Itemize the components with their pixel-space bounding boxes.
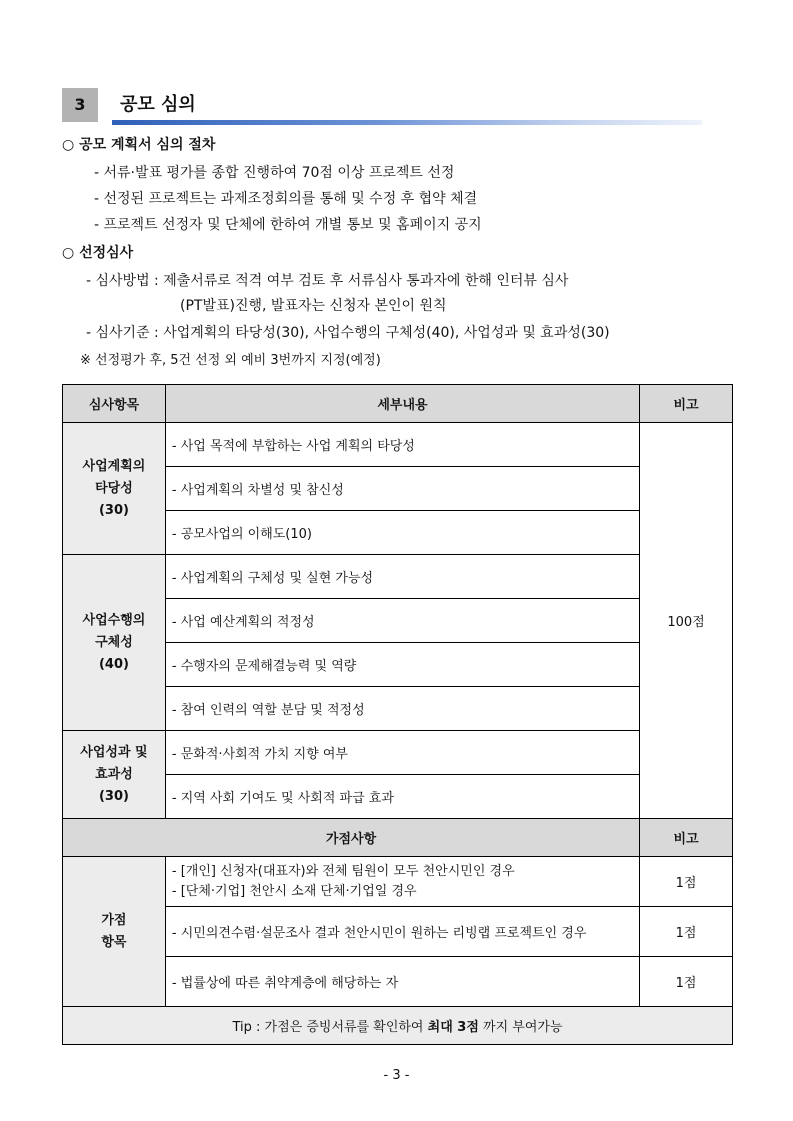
selection-heading-text: 선정심사 bbox=[79, 245, 134, 261]
category-execution bbox=[63, 555, 166, 731]
item-cell: - 사업계획의 구체성 및 실현 가능성 bbox=[165, 555, 639, 599]
category-label: 항목 bbox=[101, 934, 127, 950]
category-label: 구체성 bbox=[95, 634, 133, 650]
table-row bbox=[63, 857, 733, 907]
bonus-score: 1점 bbox=[640, 957, 733, 1007]
category-score: (40) bbox=[98, 656, 129, 672]
procedure-item: - 선정된 프로젝트는 과제조정회의를 통해 및 수정 후 협약 체결 bbox=[94, 191, 478, 207]
item-cell: - 참여 인력의 역할 분담 및 적정성 bbox=[165, 687, 639, 731]
section-underline bbox=[112, 120, 702, 125]
selection-method-cont: (PT발표)진행, 발표자는 신청자 본인이 원칙 bbox=[180, 298, 447, 314]
procedure-heading-text: 공모 계획서 심의 절차 bbox=[79, 137, 216, 153]
category-label: 사업수행의 bbox=[82, 612, 146, 628]
table-row bbox=[63, 731, 733, 775]
bonus-header-title: 가점사항 bbox=[63, 819, 640, 857]
procedure-item: - 서류·발표 평가를 종합 진행하여 70점 이상 프로젝트 선정 bbox=[94, 165, 455, 181]
category-label: 사업성과 및 bbox=[80, 744, 148, 760]
bonus-item-cell bbox=[165, 857, 639, 907]
category-label: 타당성 bbox=[95, 480, 133, 496]
bonus-header-row bbox=[63, 819, 733, 857]
header-remark: 비고 bbox=[640, 385, 733, 423]
circle-bullet-icon: ○ bbox=[62, 245, 75, 261]
category-score: (30) bbox=[98, 788, 129, 804]
bonus-item-cell bbox=[165, 957, 639, 1007]
item-cell: - 사업 목적에 부합하는 사업 계획의 타당성 bbox=[165, 423, 639, 467]
header-category: 심사항목 bbox=[63, 385, 166, 423]
selection-method: - 심사방법 : 제출서류로 적격 여부 검토 후 서류심사 통과자에 한해 인터뷰 심사 bbox=[86, 273, 569, 289]
item-cell: - 수행자의 문제해결능력 및 역량 bbox=[165, 643, 639, 687]
selection-criteria: - 심사기준 : 사업계획의 타당성(30), 사업수행의 구체성(40), 사업성과 및 효과성(30) bbox=[86, 325, 610, 341]
procedure-item: - 프로젝트 선정자 및 단체에 한하여 개별 통보 및 홈페이지 공지 bbox=[94, 217, 482, 233]
procedure-heading bbox=[62, 135, 215, 155]
item-cell: - 사업계획의 차별성 및 참신성 bbox=[165, 467, 639, 511]
selection-note: ※ 선정평가 후, 5건 선정 외 예비 3번까지 지정(예정) bbox=[80, 353, 381, 368]
tip-bold: 최대 3점 bbox=[427, 1020, 479, 1035]
header-detail: 세부내용 bbox=[165, 385, 639, 423]
section-title: 공모 심의 bbox=[120, 94, 196, 115]
bonus-item-cell bbox=[165, 907, 639, 957]
table-row bbox=[63, 423, 733, 467]
selection-heading bbox=[62, 243, 133, 263]
section-header bbox=[62, 88, 702, 128]
bonus-item-line: - 시민의견수렴·설문조사 결과 천안시민이 원하는 리빙랩 프로젝트인 경우 bbox=[171, 926, 587, 941]
tip-row bbox=[63, 1007, 733, 1045]
tip-suffix: 까지 부여가능 bbox=[483, 1020, 563, 1035]
evaluation-table bbox=[62, 384, 733, 1045]
table-row bbox=[63, 555, 733, 599]
category-plan bbox=[63, 423, 166, 555]
bonus-item-line: - [단체·기업] 천안시 소재 단체·기업일 경우 bbox=[171, 883, 417, 899]
table-header-row bbox=[63, 385, 733, 423]
tip-cell bbox=[63, 1007, 733, 1045]
page-number: - 3 - bbox=[383, 1068, 410, 1083]
category-label: 가점 bbox=[101, 912, 127, 928]
bonus-header-remark: 비고 bbox=[640, 819, 733, 857]
item-cell: - 지역 사회 기여도 및 사회적 파급 효과 bbox=[165, 775, 639, 819]
bonus-category bbox=[63, 857, 166, 1007]
section-number: 3 bbox=[62, 88, 98, 122]
total-remark: 100점 bbox=[640, 423, 733, 819]
item-cell: - 사업 예산계획의 적정성 bbox=[165, 599, 639, 643]
category-outcome bbox=[63, 731, 166, 819]
category-label: 사업계획의 bbox=[82, 458, 146, 474]
circle-bullet-icon: ○ bbox=[62, 137, 75, 153]
category-label: 효과성 bbox=[95, 766, 133, 782]
category-score: (30) bbox=[98, 502, 129, 518]
tip-prefix: Tip : 가점은 증빙서류를 확인하여 bbox=[232, 1020, 424, 1035]
bonus-score: 1점 bbox=[640, 857, 733, 907]
item-cell: - 공모사업의 이해도(10) bbox=[165, 511, 639, 555]
item-cell: - 문화적·사회적 가치 지향 여부 bbox=[165, 731, 639, 775]
bonus-score: 1점 bbox=[640, 907, 733, 957]
bonus-item-line: - 법률상에 따른 취약계층에 해당하는 자 bbox=[171, 976, 399, 991]
bonus-item-line: - [개인] 신청자(대표자)와 전체 팀원이 모두 천안시민인 경우 bbox=[171, 863, 515, 879]
